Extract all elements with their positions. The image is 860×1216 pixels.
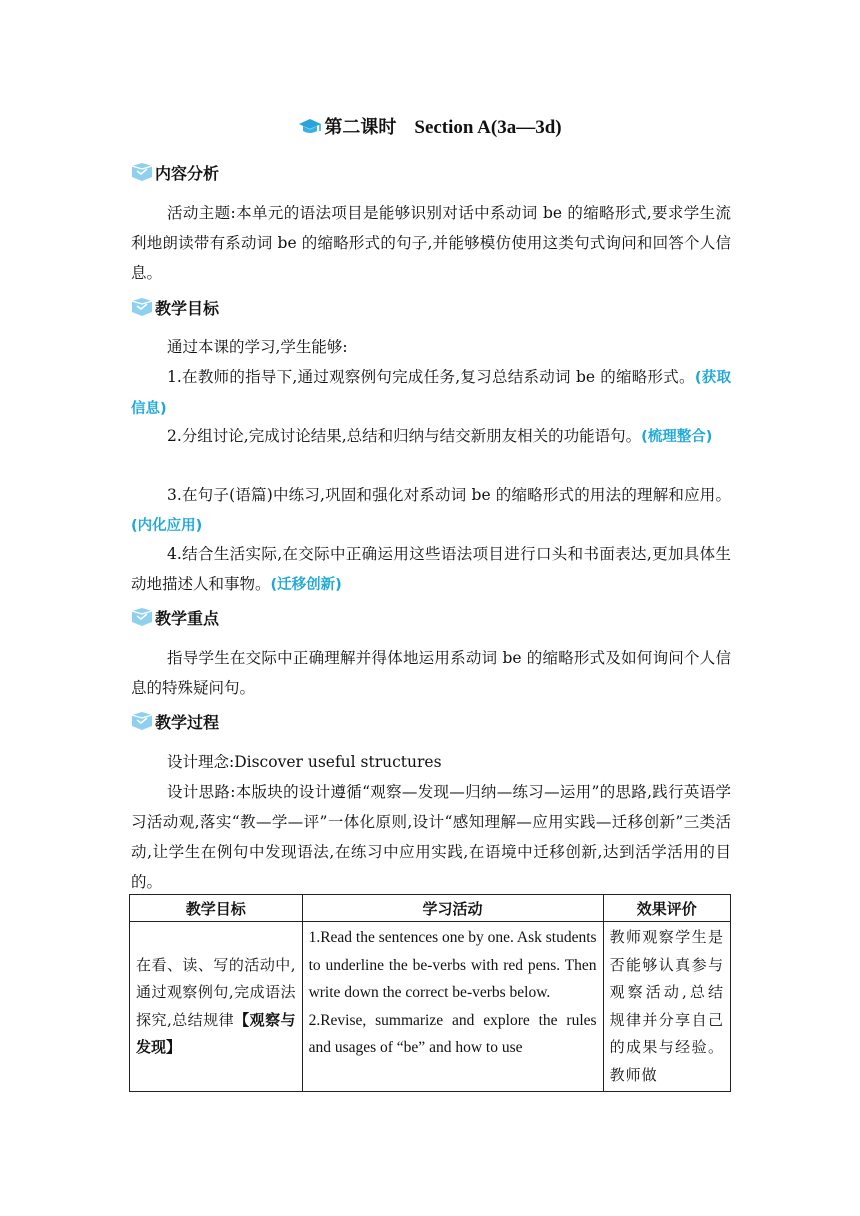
table-header-evaluation: 效果评价	[603, 895, 730, 922]
heading-process	[131, 709, 219, 733]
activity-step-1: 1.Read the sentences one by one. Ask students to underline the be-verbs with red pens. Then write down the correct be-verbs below.	[308, 929, 597, 1001]
key-points-text: 指导学生在交际中正确理解并得体地运用系动词 be 的缩略形式及如何询问个人信息的特殊疑问句。	[131, 649, 731, 697]
table-cell-activity	[302, 922, 603, 1092]
heading-text: 内容分析	[155, 163, 220, 183]
design-approach: 设计思路:本版块的设计遵循“观察—发现—归纳—练习—运用”的思路,践行英语学习活动观,落实“教—学—评”一体化原则,设计“感知理解—应用实践—迁移创新”三类活动,让学生在例句中发现语法,在练习中应用实践,在语境中迁移创新,达到活学活用的目的。	[131, 783, 731, 891]
section-marker-icon	[131, 711, 153, 731]
section-marker-icon	[131, 297, 153, 317]
table-cell-evaluation: 教师观察学生是否能够认真参与观察活动,总结规律并分享自己的成果与经验。教师做	[603, 922, 730, 1092]
design-concept: 设计理念:Discover useful structures	[167, 753, 442, 771]
objective-tag: (内化应用)	[131, 518, 203, 534]
objective-item-3: 3.在句子(语篇)中练习,巩固和强化对系动词 be 的缩略形式的用法的理解和应用。(内化应用)	[131, 486, 731, 534]
heading-content-analysis	[131, 160, 219, 184]
heading-text: 教学目标	[155, 298, 220, 318]
objective-tag: (迁移创新)	[270, 577, 342, 593]
lesson-title-section: Section A(3a—3d)	[414, 117, 562, 138]
heading-text: 教学重点	[155, 608, 220, 628]
table-header-row	[130, 895, 731, 922]
objectives-intro: 通过本课的学习,学生能够:	[167, 338, 348, 356]
lesson-title-chinese: 第二课时	[324, 117, 397, 138]
table-cell-goal: 在看、读、写的活动中,通过观察例句,完成语法探究,总结规律【观察与发现】	[130, 922, 303, 1092]
goal-bracket-label: 【观察与发现】	[136, 1010, 296, 1056]
table-row	[130, 922, 731, 1092]
lesson-title	[0, 113, 860, 141]
activity-step-2: 2.Revise, summarize and explore the rules and usages of “be” and how to use	[308, 1011, 597, 1056]
table-header-activity: 学习活动	[302, 895, 603, 922]
section-marker-icon	[131, 162, 153, 182]
objective-item-4: 4.结合生活实际,在交际中正确运用这些语法项目进行口头和书面表达,更加具体生动地描述人和事物。(迁移创新)	[131, 545, 731, 593]
graduation-cap-icon	[298, 118, 322, 141]
objective-tag: (获取信息)	[131, 370, 731, 417]
objective-tag: (梳理整合)	[641, 429, 713, 445]
objective-item-1: 1.在教师的指导下,通过观察例句完成任务,复习总结系动词 be 的缩略形式。(获取信息)	[131, 368, 731, 417]
heading-key-points	[131, 605, 219, 629]
heading-objectives	[131, 295, 219, 319]
heading-text: 教学过程	[155, 712, 220, 732]
lesson-process-table	[129, 894, 731, 1092]
content-analysis-text: 活动主题:本单元的语法项目是能够识别对话中系动词 be 的缩略形式,要求学生流利地朗读带有系动词 be 的缩略形式的句子,并能够模仿使用这类句式询问和回答个人信息。	[131, 204, 731, 282]
table-header-goal: 教学目标	[130, 895, 303, 922]
section-marker-icon	[131, 607, 153, 627]
objective-item-2: 2.分组讨论,完成讨论结果,总结和归纳与结交新朋友相关的功能语句。(梳理整合)	[167, 427, 713, 445]
